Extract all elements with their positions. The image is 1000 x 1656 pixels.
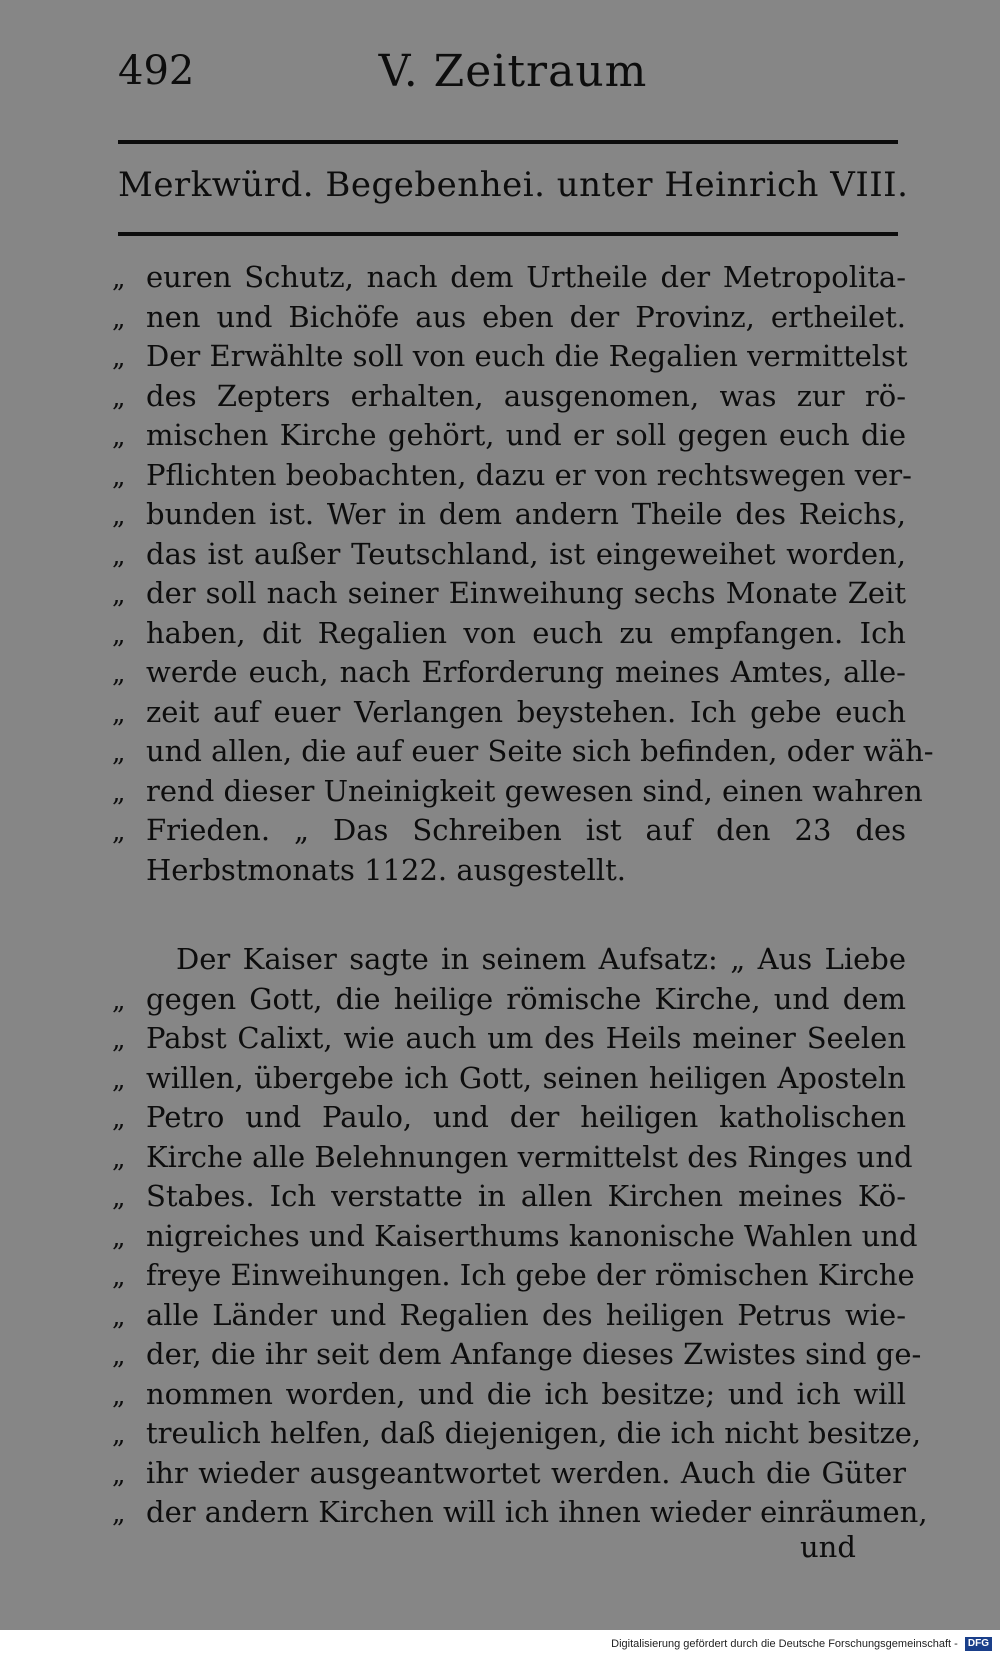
text-line <box>112 1454 912 1494</box>
text-line <box>112 1256 915 1296</box>
page-header <box>118 48 908 108</box>
quote-mark: „ <box>112 1143 126 1174</box>
text-line <box>112 1217 918 1257</box>
text-line <box>112 732 934 772</box>
quote-mark: „ <box>112 580 126 610</box>
quote-mark: „ <box>112 343 126 373</box>
quote-mark: „ <box>112 501 126 531</box>
quote-mark: „ <box>112 1222 126 1253</box>
quote-mark: „ <box>112 659 126 689</box>
quote-mark: „ <box>112 382 126 413</box>
text-line <box>112 298 912 338</box>
text-line <box>112 495 912 535</box>
line-text: nommen worden, und die ich besitze; und ich will <box>146 1376 906 1411</box>
line-text: der andern Kirchen will ich ihnen wieder einräumen, <box>146 1495 928 1529</box>
line-text: werde euch, nach Erforderung meines Amtes, alle- <box>146 655 906 689</box>
text-line <box>112 1296 912 1336</box>
footer-credit-text: Digitalisierung gefördert durch die Deutsche Forschungsgemeinschaft - <box>611 1638 958 1650</box>
quote-mark: „ <box>112 1499 126 1529</box>
header-rule-top <box>118 140 898 144</box>
quote-mark: „ <box>112 777 126 808</box>
line-text: das ist außer Teutschland, ist eingeweihet worden, <box>146 536 906 571</box>
quote-mark: „ <box>112 303 126 334</box>
dfg-logo: DFG <box>965 1637 992 1651</box>
line-text: des Zepters erhalten, ausgenomen, was zur rö- <box>146 378 906 413</box>
text-line <box>112 772 923 812</box>
text-line <box>112 1335 922 1375</box>
quote-mark: „ <box>112 1380 126 1411</box>
text-line <box>112 1375 912 1415</box>
quote-mark: „ <box>112 1341 126 1371</box>
text-line <box>112 1177 912 1217</box>
quote-mark: „ <box>112 540 126 571</box>
text-line <box>112 1098 912 1138</box>
line-text: gegen Gott, die heilige römische Kirche, und dem <box>146 981 906 1016</box>
quote-mark: „ <box>112 1420 126 1450</box>
line-text: nigreiches und Kaiserthums kanonische Wahlen und <box>146 1218 918 1253</box>
quote-mark: „ <box>112 1025 126 1055</box>
quote-mark: „ <box>112 422 126 452</box>
paragraph-1 <box>112 258 934 890</box>
line-text: ihr wieder ausgeantwortet werden. Auch die Güter <box>146 1455 906 1490</box>
text-line <box>112 980 912 1020</box>
text-line <box>112 416 912 456</box>
line-text: Der Erwählte soll von euch die Regalien vermittelst <box>146 339 908 373</box>
line-text: treulich helfen, daß diejenigen, die ich nicht besitze, <box>146 1416 922 1450</box>
quote-mark: „ <box>112 1064 126 1095</box>
quote-mark: „ <box>112 817 126 847</box>
line-text: der, die ihr seit dem Anfange dieses Zwistes sind ge- <box>146 1337 922 1371</box>
section-subheading: Merkwürd. Begebenhei. unter Heinrich VIII. <box>118 165 909 205</box>
line-text: alle Länder und Regalien des heiligen Petrus wie- <box>146 1297 906 1332</box>
line-text: nen und Bichöfe aus eben der Provinz, ertheilet. <box>146 299 906 334</box>
text-line <box>112 1138 912 1178</box>
text-line <box>112 337 912 377</box>
quote-mark: „ <box>112 985 126 1016</box>
text-line <box>112 377 912 417</box>
page-number: 492 <box>118 48 195 94</box>
text-line <box>112 258 912 298</box>
paragraph-2 <box>112 940 928 1533</box>
line-text: rend dieser Uneinigkeit gewesen sind, einen wahren <box>146 773 923 808</box>
line-text: und allen, die auf euer Seite sich befinden, oder wäh- <box>146 734 934 768</box>
quote-mark: „ <box>112 1104 126 1134</box>
text-line <box>112 1493 928 1533</box>
line-text: bunden ist. Wer in dem andern Theile des Reichs, <box>146 497 906 531</box>
line-text: Petro und Paulo, und der heiligen katholischen <box>146 1100 906 1134</box>
quote-mark: „ <box>112 461 126 492</box>
text-line <box>112 1414 922 1454</box>
text-line <box>112 574 912 614</box>
text-line <box>112 1019 912 1059</box>
line-text: Stabes. Ich verstatte in allen Kirchen meines Kö- <box>146 1179 906 1213</box>
quote-mark: „ <box>112 264 126 294</box>
line-text: mischen Kirche gehört, und er soll gegen euch die <box>146 418 906 452</box>
line-text: Herbstmonats 1122. ausgestellt. <box>146 852 627 887</box>
running-title: V. Zeitraum <box>378 46 648 97</box>
quote-mark: „ <box>112 738 126 768</box>
text-line <box>112 811 912 851</box>
line-text: zeit auf euer Verlangen beystehen. Ich gebe euch <box>146 694 906 729</box>
line-text: Frieden. „ Das Schreiben ist auf den 23 des <box>146 813 906 847</box>
line-text: willen, übergebe ich Gott, seinen heiligen Aposteln <box>146 1060 906 1095</box>
quote-mark: „ <box>112 619 126 650</box>
text-line <box>112 693 912 733</box>
header-rule-bottom <box>118 232 898 236</box>
line-text: freye Einweihungen. Ich gebe der römischen Kirche <box>146 1258 915 1292</box>
quote-mark: „ <box>112 1183 126 1213</box>
quote-mark: „ <box>112 1301 126 1332</box>
quote-mark: „ <box>112 698 126 729</box>
text-line <box>112 535 912 575</box>
text-line <box>112 940 912 980</box>
line-text: Kirche alle Belehnungen vermittelst des Ringes und <box>146 1139 913 1174</box>
text-line <box>112 653 912 693</box>
digitization-footer <box>0 1634 992 1656</box>
quote-mark: „ <box>112 1262 126 1292</box>
text-line <box>112 1059 912 1099</box>
line-text: euren Schutz, nach dem Urtheile der Metropolita- <box>146 260 906 294</box>
line-text: haben, dit Regalien von euch zu empfangen. Ich <box>146 615 906 650</box>
line-text: der soll nach seiner Einweihung sechs Monate Zeit <box>146 576 906 610</box>
catchword: und <box>800 1530 856 1564</box>
text-line <box>112 851 912 891</box>
text-line <box>112 456 912 496</box>
line-text: Der Kaiser sagte in seinem Aufsatz: „ Aus Liebe <box>176 942 906 976</box>
line-text: Pabst Calixt, wie auch um des Heils meiner Seelen <box>146 1021 906 1055</box>
quote-mark: „ <box>112 1459 126 1490</box>
text-line <box>112 614 912 654</box>
line-text: Pflichten beobachten, dazu er von rechtswegen ver- <box>146 457 912 492</box>
